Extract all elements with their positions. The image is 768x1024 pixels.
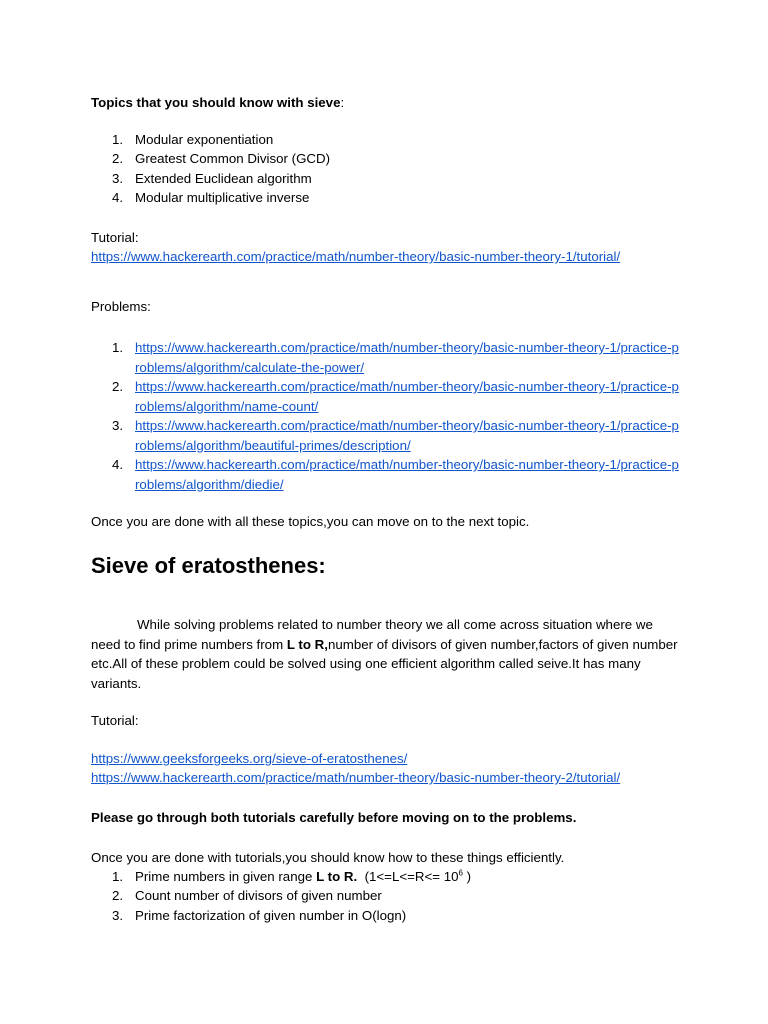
topics-heading-text: Topics that you should know with sieve xyxy=(91,95,341,110)
problems-list xyxy=(91,338,680,494)
topic-text: Modular multiplicative inverse xyxy=(135,189,310,205)
list-item: 3. https://www.hackerearth.com/practice/math/number-theory/basic-number-theory-1/practice-problems/algorithm/beautiful-primes/description/ xyxy=(91,416,680,455)
problem-link-calculate-the-power[interactable]: https://www.hackerearth.com/practice/math/number-theory/basic-number-theory-1/practice-problems/algorithm/calculate-the-power/ xyxy=(135,340,679,375)
skill-bold-range: L to R. xyxy=(316,869,358,884)
problem-link-beautiful-primes[interactable]: https://www.hackerearth.com/practice/math/number-theory/basic-number-theory-1/practice-problems/algorithm/beautiful-primes/description/ xyxy=(135,418,679,453)
skill-text: Prime factorization of given number in O(logn) xyxy=(135,907,407,923)
para-text: While solving problems related to number theory we all come across situation where we need to find prime numbers from xyxy=(91,617,653,652)
tutorial-link-basic-1[interactable]: https://www.hackerearth.com/practice/math/number-theory/basic-number-theory-1/tutorial/ xyxy=(91,249,621,264)
list-item: 1. Modular exponentiation xyxy=(112,132,274,147)
list-item: 4. Modular multiplicative inverse xyxy=(112,189,310,205)
problems-label: Problems: xyxy=(91,299,151,314)
list-item: 4. https://www.hackerearth.com/practice/math/number-theory/basic-number-theory-1/practice-problems/algorithm/diedie/ xyxy=(91,455,680,494)
section-heading: Sieve of eratosthenes: xyxy=(91,553,326,578)
skill-text: Count number of divisors of given number xyxy=(135,888,382,904)
problem-link-diedie[interactable]: https://www.hackerearth.com/practice/math/number-theory/basic-number-theory-1/practice-problems/algorithm/diedie/ xyxy=(135,457,679,492)
skill-constraint: (1<=L<=R<= 10 xyxy=(364,869,459,884)
list-item: 3. Prime factorization of given number in O(logn) xyxy=(112,907,407,923)
topic-text: Greatest Common Divisor (GCD) xyxy=(135,151,331,167)
skill-text: Prime numbers in given range xyxy=(135,869,317,884)
para-bold-range: L to R, xyxy=(286,636,328,652)
list-item: 1. https://www.hackerearth.com/practice/math/number-theory/basic-number-theory-1/practice-problems/algorithm/calculate-the-power/ xyxy=(91,338,680,377)
sieve-tutorial-label: Tutorial: xyxy=(91,713,139,728)
problem-link-name-count[interactable]: https://www.hackerearth.com/practice/math/number-theory/basic-number-theory-1/practice-problems/algorithm/name-count/ xyxy=(135,379,679,414)
topic-text: Extended Euclidean algorithm xyxy=(135,170,312,186)
topics-heading-colon: : xyxy=(340,95,345,110)
list-item: 1. Prime numbers in given range L to R. ($1<=L<=R<= 10^6$ ) xyxy=(112,868,472,884)
after-text: Once you are done with tutorials,you should know how to these things efficiently. xyxy=(91,850,565,865)
skill-exponent: 6 xyxy=(458,868,463,878)
topics-heading xyxy=(91,93,344,112)
list-item: 2. Count number of divisors of given number xyxy=(112,888,382,904)
tutorial-link-basic-2[interactable]: https://www.hackerearth.com/practice/math/number-theory/basic-number-theory-2/tutorial/ xyxy=(91,770,621,785)
tutorial-label: Tutorial: xyxy=(91,230,139,245)
tutorial-link-geeksforgeeks[interactable]: https://www.geeksforgeeks.org/sieve-of-eratosthenes/ xyxy=(91,751,408,766)
done-text: Once you are done with all these topics,you can move on to the next topic. xyxy=(91,514,530,529)
list-item: 3. Extended Euclidean algorithm xyxy=(112,170,312,186)
topics-list xyxy=(91,130,330,207)
sieve-paragraph xyxy=(91,615,681,693)
list-item: 2. https://www.hackerearth.com/practice/math/number-theory/basic-number-theory-1/practice-problems/algorithm/name-count/ xyxy=(91,377,680,416)
list-item: 2. Greatest Common Divisor (GCD) xyxy=(112,151,331,167)
skill-constraint-close: ) xyxy=(462,869,472,884)
skills-list xyxy=(91,867,471,925)
tutorial-note: Please go through both tutorials carefully before moving on to the problems. xyxy=(91,810,577,825)
para-text: number of divisors of given number,factors of given number etc.All of these problem could be solved using one efficient algorithm called seive.It has many variants. xyxy=(91,636,678,691)
topic-text: Modular exponentiation xyxy=(135,132,274,147)
